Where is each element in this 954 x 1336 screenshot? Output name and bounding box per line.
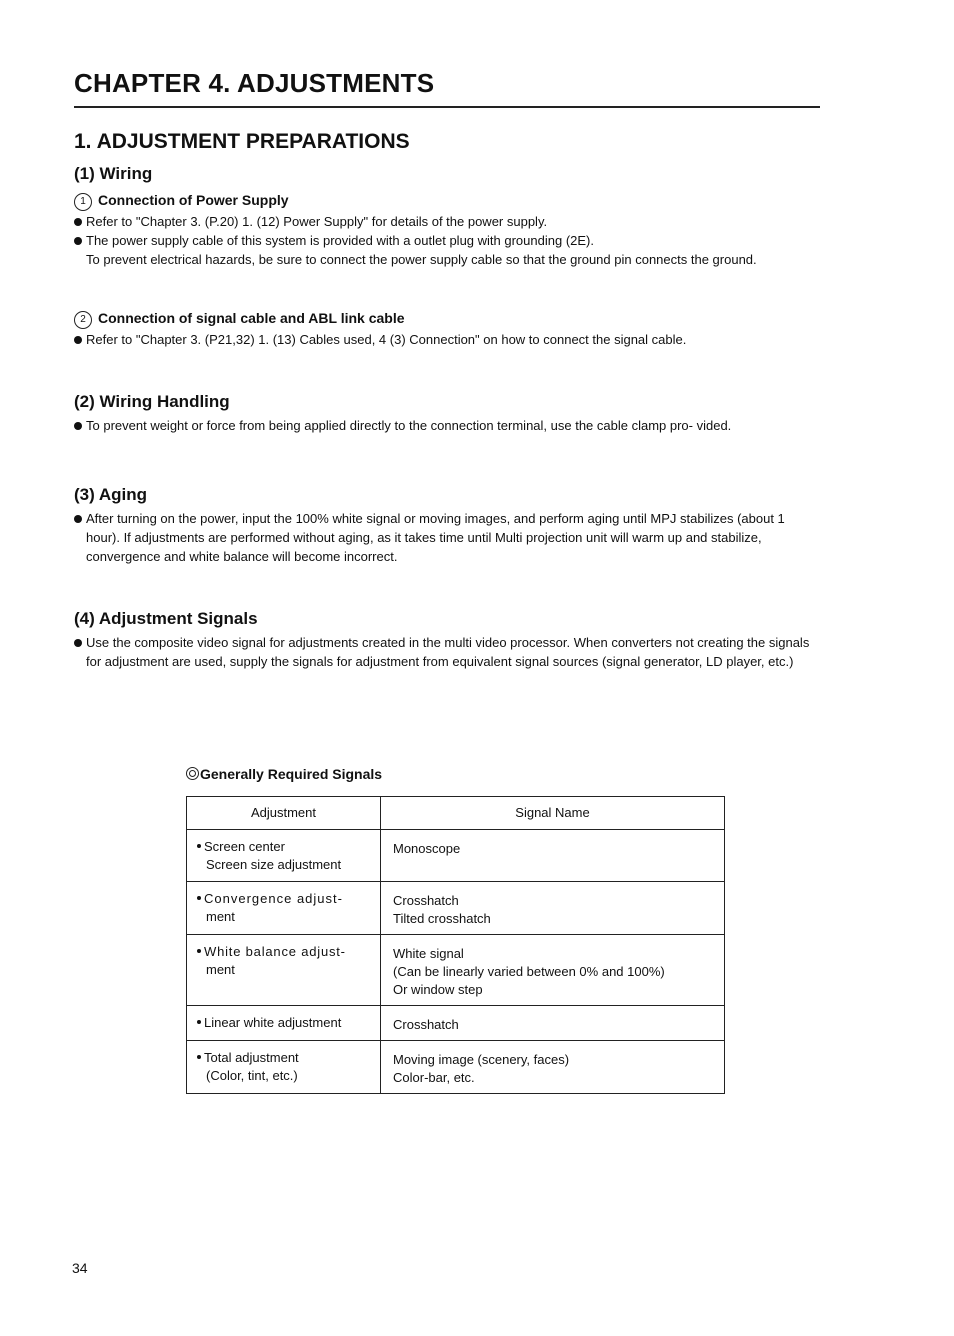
signal-cell (381, 1041, 725, 1094)
adjustment-line (197, 890, 372, 908)
adjustment-cell (187, 1041, 381, 1094)
table-row (187, 935, 725, 1006)
aging-bullet (74, 509, 820, 566)
signal-line: Color-bar, etc. (393, 1070, 475, 1085)
bullet-icon (74, 515, 82, 523)
small-bullet-icon (197, 1055, 201, 1059)
bullet-text: Refer to "Chapter 3. (P.20) 1. (12) Power Supply" for details of the power supply. (86, 214, 548, 229)
signal-line: Moving image (scenery, faces) (393, 1052, 570, 1067)
chapter-divider (74, 106, 820, 108)
wiring-title: (1) Wiring (74, 164, 153, 183)
adjustment-signals-title: (4) Adjustment Signals (74, 609, 258, 628)
table-header-row (187, 797, 725, 830)
signal-line: Or window step (393, 982, 483, 997)
adjustment-line (197, 838, 372, 856)
column-header-signal-name: Signal Name (381, 797, 725, 830)
power-supply-title-text: Connection of Power Supply (98, 192, 289, 208)
signal-cell (381, 935, 725, 1006)
adjustment-text: Total adjustment (204, 1050, 299, 1065)
small-bullet-icon (197, 896, 201, 900)
adjustment-line-2: (Color, tint, etc.) (206, 1068, 298, 1083)
signal-line: Crosshatch (393, 1017, 459, 1032)
small-bullet-icon (197, 844, 201, 848)
wiring-handling-bullet (74, 416, 820, 435)
bullet-icon (74, 422, 82, 430)
adjustment-cell (187, 1006, 381, 1041)
power-supply-warning: To prevent electrical hazards, be sure to connect the power supply cable so that the ground pin connects the ground. (86, 252, 757, 267)
signal-cable-title-text: Connection of signal cable and ABL link cable (98, 310, 405, 326)
small-bullet-icon (197, 1020, 201, 1024)
adjustment-line (197, 1049, 372, 1067)
signal-line: Crosshatch (393, 893, 459, 908)
adjustment-line-2: Screen size adjustment (206, 857, 342, 872)
small-bullet-icon (197, 949, 201, 953)
adjustment-line-2: ment (206, 962, 235, 977)
adjustment-line (197, 1014, 372, 1032)
bullet-icon (74, 336, 82, 344)
signal-line: Tilted crosshatch (393, 911, 491, 926)
circled-number-2: 2 (74, 311, 92, 329)
bullet-text: Refer to "Chapter 3. (P21,32) 1. (13) Cables used, 4 (3) Connection" on how to connect the signal cable. (86, 332, 687, 347)
table-row (187, 1006, 725, 1041)
bullet-icon (74, 218, 82, 226)
power-supply-bullet-1 (74, 212, 820, 231)
power-supply-title (74, 192, 289, 211)
adjustment-text: Linear white adjustment (204, 1015, 342, 1030)
table-row (187, 882, 725, 935)
bullet-text: The power supply cable of this system is provided with a outlet plug with grounding (2E). (86, 233, 594, 248)
adjustment-text: Convergence adjust- (204, 891, 343, 906)
signal-line: White signal (393, 946, 464, 961)
adjustment-text: Screen center (204, 839, 285, 854)
power-supply-bullet-2 (74, 231, 820, 250)
bullet-icon (74, 639, 82, 647)
signal-line: (Can be linearly varied between 0% and 100%) (393, 964, 665, 979)
table-caption-text: Generally Required Signals (200, 766, 383, 782)
adjustment-signals-bullet (74, 633, 820, 671)
signals-table (186, 796, 725, 1094)
adjustment-line (197, 943, 372, 961)
signal-cell (381, 830, 725, 882)
adjustment-cell (187, 830, 381, 882)
signal-cable-bullet (74, 330, 820, 349)
signal-cable-title (74, 310, 405, 329)
section-title: 1. ADJUSTMENT PREPARATIONS (74, 130, 410, 153)
table-caption (186, 766, 382, 782)
table-row (187, 830, 725, 882)
signal-cell (381, 1006, 725, 1041)
circled-number-1: 1 (74, 193, 92, 211)
adjustment-line-2: ment (206, 909, 235, 924)
bullet-text: To prevent weight or force from being applied directly to the connection terminal, use the cable clamp pro- vided. (86, 418, 732, 433)
adjustment-cell (187, 882, 381, 935)
adjustment-cell (187, 935, 381, 1006)
adjustment-text: White balance adjust- (204, 944, 346, 959)
bullet-text: After turning on the power, input the 100% white signal or moving images, and perform aging until MPJ stabilizes (about 1 hour). If adjustments are performed without aging, as it takes time until Multi projection unit will warm up and stabilize, convergence and white balance will become incorrect. (86, 511, 785, 564)
signal-line: Monoscope (393, 841, 461, 856)
double-circle-icon (186, 767, 199, 780)
wiring-handling-title: (2) Wiring Handling (74, 392, 230, 411)
column-header-adjustment: Adjustment (187, 797, 381, 830)
chapter-title: CHAPTER 4. ADJUSTMENTS (74, 68, 435, 98)
signal-cell (381, 882, 725, 935)
page-number: 34 (72, 1260, 88, 1276)
table-row (187, 1041, 725, 1094)
aging-title: (3) Aging (74, 485, 148, 504)
bullet-text: Use the composite video signal for adjustments created in the multi video processor. When converters not creating the signals for adjustment are used, supply the signals for adjustment from equivalent signal sources (signal generator, LD player, etc.) (86, 635, 810, 669)
bullet-icon (74, 237, 82, 245)
